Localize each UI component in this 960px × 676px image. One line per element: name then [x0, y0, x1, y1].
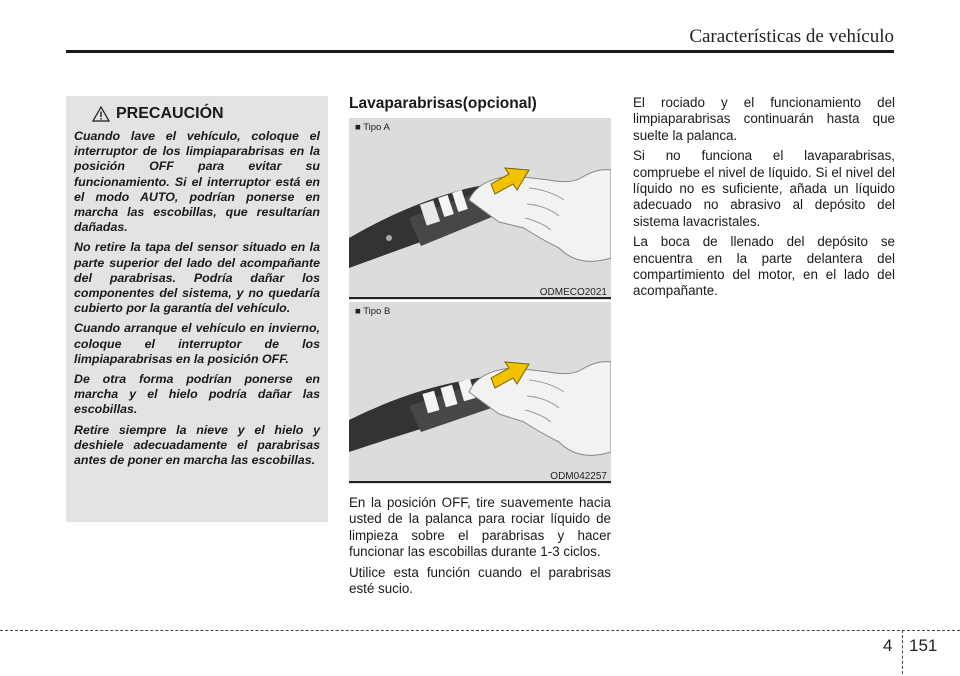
footer-rule: [0, 630, 960, 631]
section-title: Lavaparabrisas(opcional): [349, 95, 537, 112]
caution-paragraph: Cuando arranque el vehículo en invierno, coloque el interruptor de los limpiaparabrisas en la posición OFF.: [74, 321, 320, 366]
body-paragraph: En la posición OFF, tire suavemente hacia usted de la palanca para rociar líquido de limpieza sobre el parabrisas y hacer funcionar las escobillas durante 1-3 ciclos.: [349, 495, 611, 560]
caution-title: PRECAUCIÓN: [116, 105, 224, 122]
page-number: 151: [909, 636, 938, 655]
figure-tag: ■ Tipo B: [355, 306, 391, 317]
figure-code: ODMECO2021: [539, 287, 607, 298]
figure-type-b: [349, 302, 611, 484]
caution-box: [66, 96, 328, 522]
figure-tag: ■ Tipo A: [355, 122, 390, 133]
middle-column-text: [349, 495, 611, 601]
page-separator: [902, 630, 903, 674]
caution-paragraph: Cuando lave el vehículo, coloque el interruptor de los limpiaparabrisas en la posición OFF para evitar su funcionamiento. Si el interruptor está en el modo AUTO, podrían ponerse en marcha las escobillas, que resultarían dañadas.: [74, 129, 320, 235]
right-column-text: [633, 95, 895, 304]
figure-code: ODM042257: [550, 471, 607, 482]
caution-paragraph: De otra forma podrían ponerse en marcha y el hielo podría dañar las escobillas.: [74, 372, 320, 417]
caution-paragraph: Retire siempre la nieve y el hielo y deshiele adecuadamente el parabrisas antes de poner en marcha las escobillas.: [74, 422, 320, 468]
header-rule: [66, 50, 894, 53]
body-paragraph: El rociado y el funcionamiento del limpiaparabrisas continuarán hasta que suelte la palanca.: [633, 95, 895, 143]
warning-triangle-icon: [92, 106, 110, 122]
chapter-number: 4: [883, 636, 893, 655]
body-paragraph: La boca de llenado del depósito se encuentra en la parte delantera del compartimiento del motor, en el lado del acompañante.: [633, 234, 895, 299]
caution-header: [92, 105, 320, 123]
wiper-lever-illustration: [349, 302, 611, 484]
wiper-lever-illustration: [349, 118, 611, 300]
body-paragraph: Si no funciona el lavaparabrisas, compruebe el nivel de líquido. Si el nivel del líquido no es suficiente, añada un líquido adecuado no abrasivo al depósito del sistema lavacristales.: [633, 148, 895, 229]
caution-paragraph: No retire la tapa del sensor situado en la parte superior del lado del acompañante del parabrisas. Podría dañar los componentes del sistema, y no quedaría cubierto por la garantía del vehículo.: [74, 240, 320, 316]
body-paragraph: Utilice esta función cuando el parabrisas esté sucio.: [349, 564, 611, 597]
header-title: Características de vehículo: [689, 26, 894, 47]
figure-type-a: [349, 118, 611, 300]
